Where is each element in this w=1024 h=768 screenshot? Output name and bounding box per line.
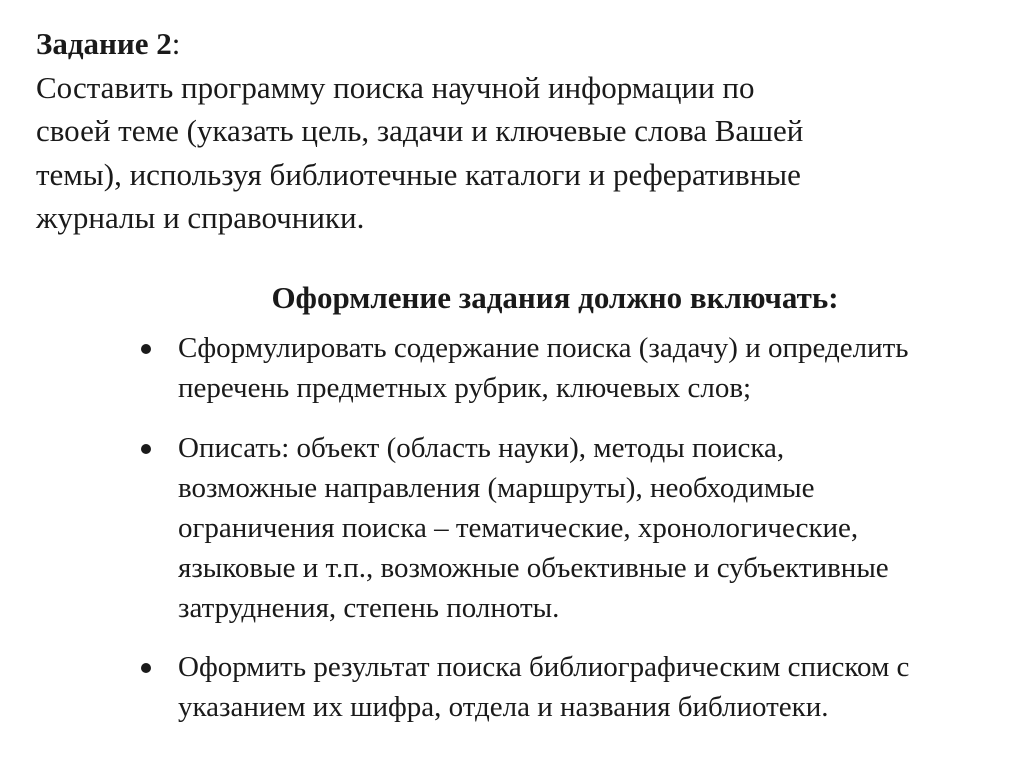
requirement-line: ограничения поиска – тематические, хронологические, <box>178 512 859 544</box>
requirement-item <box>178 647 998 727</box>
requirement-line: указанием их шифра, отдела и названия библиотеки. <box>178 691 829 723</box>
bullet-icon <box>141 344 151 354</box>
requirement-line: затруднения, степень полноты. <box>178 592 560 624</box>
task-text-line: темы), используя библиотечные каталоги и реферативные <box>36 156 801 192</box>
requirement-line: возможные направления (маршруты), необходимые <box>178 472 815 504</box>
requirement-line: Описать: объект (область науки), методы поиска, <box>178 432 785 464</box>
requirement-line: Оформить результат поиска библиографическим списком с <box>178 651 910 683</box>
requirements-heading: Оформление задания должно включать: <box>271 280 839 315</box>
requirement-item <box>178 328 998 408</box>
task-text-line: журналы и справочники. <box>36 200 365 235</box>
task-text-line: своей теме (указать цель, задачи и ключевые слова Вашей <box>36 113 804 148</box>
requirement-item <box>178 428 998 628</box>
task-block <box>36 22 996 240</box>
requirement-line: Сформулировать содержание поиска (задачу) и определить <box>178 332 909 364</box>
requirement-line: перечень предметных рубрик, ключевых слов; <box>178 372 752 404</box>
task-heading-line <box>36 22 996 66</box>
requirement-line: языковые и т.п., возможные объективные и субъективные <box>178 552 889 584</box>
task-text-line: Составить программу поиска научной информации по <box>36 69 755 105</box>
task-heading-colon: : <box>171 26 181 61</box>
bullet-icon <box>141 663 151 673</box>
bullet-icon <box>141 444 151 454</box>
task-heading: Задание 2 <box>36 26 172 61</box>
